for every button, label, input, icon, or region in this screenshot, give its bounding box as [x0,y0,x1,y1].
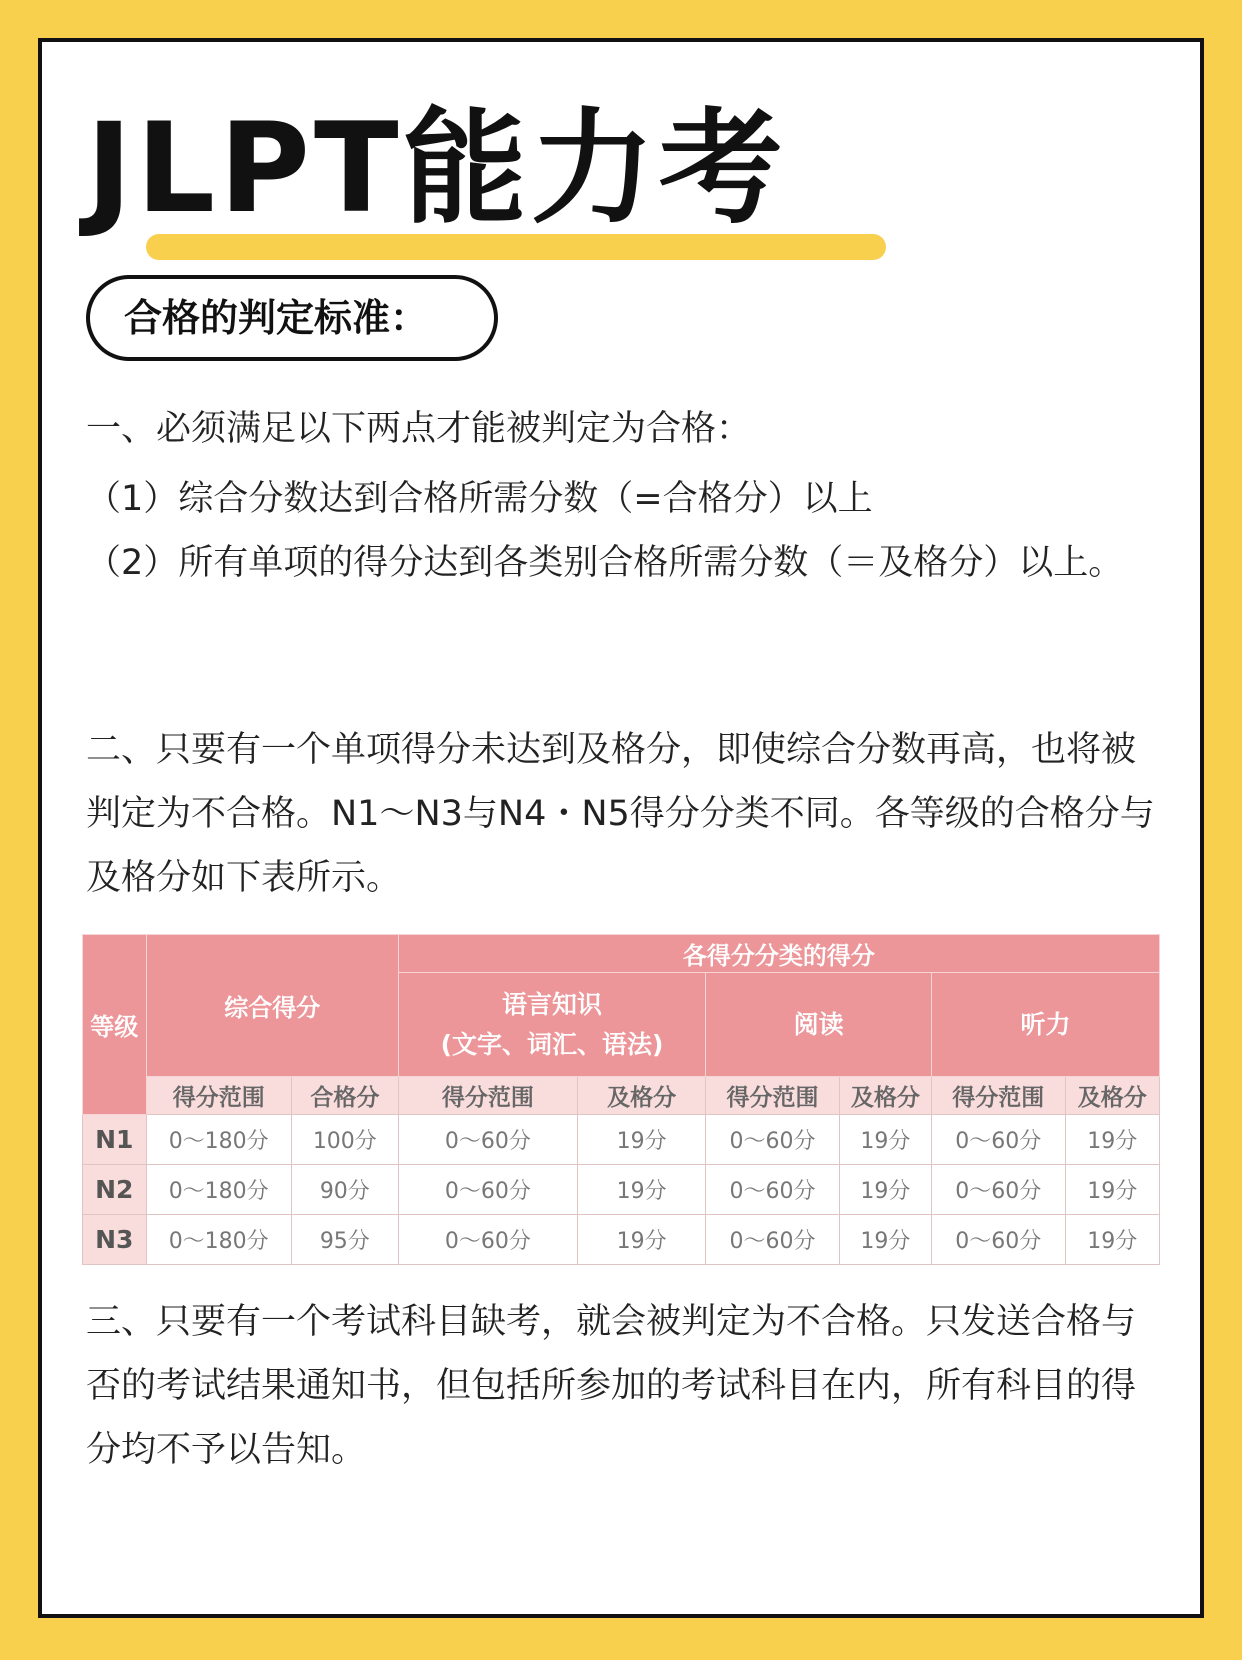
language-knowledge-header [398,973,705,1077]
rule-one-item-2: （2）所有单项的得分达到各类别合格所需分数（＝及格分）以上。 [86,543,1124,583]
table-cell: 0～60分 [398,1115,577,1165]
page-title: JLPT能力考 [86,97,787,241]
reading-header: 阅读 [706,973,932,1077]
table-row [83,1115,1160,1165]
level-cell: N2 [83,1165,147,1215]
level-cell: N1 [83,1115,147,1165]
table-cell: 0～60分 [931,1165,1065,1215]
table-cell: 19分 [1065,1115,1159,1165]
table-cell: 19分 [839,1165,931,1215]
table-cell: 0～60分 [706,1215,840,1265]
table-cell: 90分 [291,1165,398,1215]
language-knowledge-title: 语言知识 [502,989,603,1019]
section-pill-label: 合格的判定标准： [86,275,498,361]
listening-header: 听力 [931,973,1159,1077]
table-row [83,1215,1160,1265]
listening-pass-header: 及格分 [1065,1077,1159,1115]
table-cell: 0～60分 [931,1215,1065,1265]
table-cell: 0～60分 [706,1165,840,1215]
table-cell: 0～180分 [146,1215,291,1265]
rule-one [86,397,1166,595]
category-score-header: 各得分分类的得分 [398,935,1159,973]
level-header: 等级 [83,935,147,1115]
table-cell: 0～60分 [398,1165,577,1215]
total-range-header: 得分范围 [146,1077,291,1115]
table-cell: 19分 [577,1215,705,1265]
table-cell: 19分 [1065,1165,1159,1215]
reading-range-header: 得分范围 [706,1077,840,1115]
rule-two: 二、只要有一个单项得分未达到及格分，即使综合分数再高，也将被判定为不合格。N1～N3与N4・N5得分分类不同。各等级的合格分与及格分如下表所示。 [86,730,1155,898]
rule-one-item-1: （1）综合分数达到合格所需分数（=合格分）以上 [86,479,873,519]
table-cell: 100分 [291,1115,398,1165]
level-cell: N3 [83,1215,147,1265]
score-table [82,934,1160,1265]
total-score-header: 综合得分 [146,935,398,1077]
reading-pass-header: 及格分 [839,1077,931,1115]
total-pass-header: 合格分 [291,1077,398,1115]
rule-three: 三、只要有一个考试科目缺考，就会被判定为不合格。只发送合格与否的考试结果通知书，但包括所参加的考试科目在内，所有科目的得分均不予以告知。 [86,1302,1137,1470]
table-cell: 19分 [577,1115,705,1165]
listening-range-header: 得分范围 [931,1077,1065,1115]
language-knowledge-subtitle: (文字、词汇、语法) [440,1029,664,1059]
title-block [86,94,787,244]
table-cell: 19分 [1065,1215,1159,1265]
rule-one-heading: 一、必须满足以下两点才能被判定为合格： [86,409,752,449]
table-cell: 95分 [291,1215,398,1265]
table-cell: 19分 [839,1215,931,1265]
table-cell: 19分 [577,1165,705,1215]
table-cell: 0～60分 [931,1115,1065,1165]
language-pass-header: 及格分 [577,1077,705,1115]
table-row [83,1165,1160,1215]
table-cell: 0～180分 [146,1115,291,1165]
table-cell: 0～60分 [398,1215,577,1265]
content-card [38,38,1204,1618]
language-range-header: 得分范围 [398,1077,577,1115]
table-cell: 0～180分 [146,1165,291,1215]
table-cell: 19分 [839,1115,931,1165]
table-cell: 0～60分 [706,1115,840,1165]
